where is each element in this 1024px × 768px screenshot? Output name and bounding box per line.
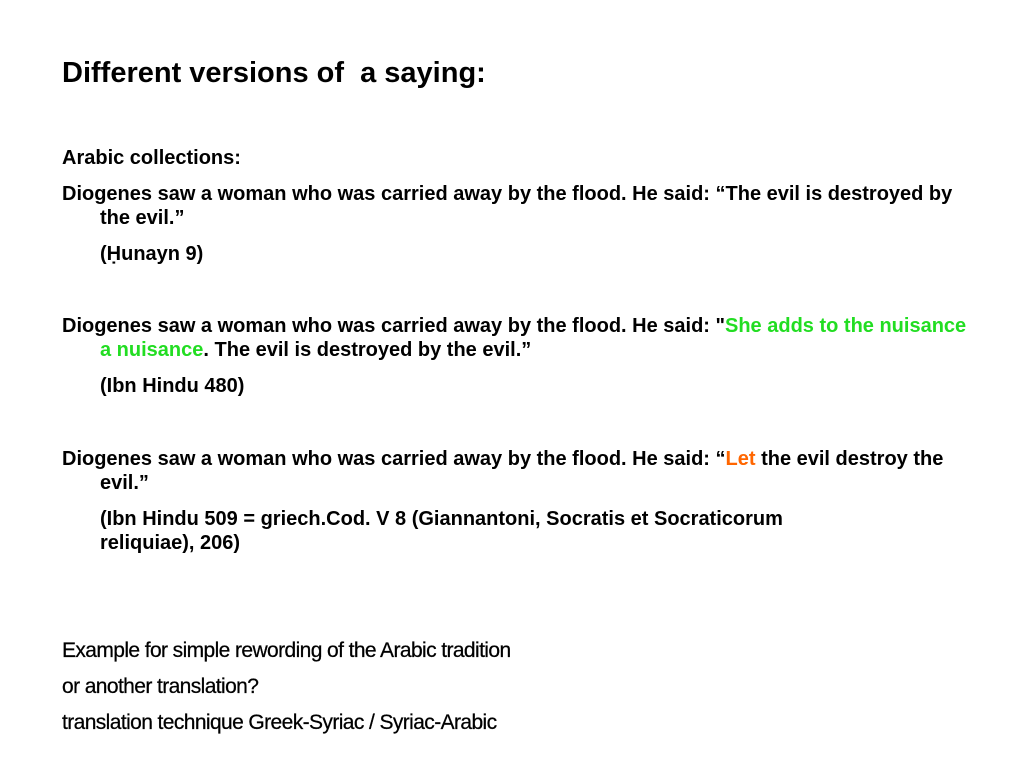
saying-text xyxy=(62,447,972,495)
saying-source: (Ibn Hindu 509 = griech.Cod. V 8 (Giannantoni, Socratis et Socraticorum reliquiae), 206) xyxy=(100,508,783,554)
saying-text-post: . The evil is destroyed by the evil.” xyxy=(203,339,532,361)
saying-highlight-orange: Let xyxy=(725,448,756,470)
saying-entry-2 xyxy=(62,314,972,398)
note-line-3: translation technique Greek-Syriac / Syriac-Arabic xyxy=(62,711,497,734)
note-line-2: or another translation? xyxy=(62,675,259,698)
saying-source: (Ibn Hindu 480) xyxy=(100,375,245,397)
saying-text-pre: Diogenes saw a woman who was carried away by the flood. He said: “The evil is destroyed by the evil.” xyxy=(62,183,953,229)
saying-entry-3 xyxy=(62,447,972,555)
saying-text xyxy=(62,314,972,362)
saying-text-post: the evil destroy the evil.” xyxy=(100,448,944,494)
saying-highlight-green: She adds to the nuisance a nuisance xyxy=(100,315,967,361)
saying-text-pre: Diogenes saw a woman who was carried away by the flood. He said: " xyxy=(62,315,725,337)
saying-source: (Ḥunayn 9) xyxy=(100,243,204,265)
saying-text-pre: Diogenes saw a woman who was carried away by the flood. He said: “ xyxy=(62,448,726,470)
section-heading: Arabic collections: xyxy=(62,147,241,169)
slide-title: Different versions of a saying: xyxy=(62,57,486,89)
saying-text xyxy=(62,182,972,230)
saying-entry-1 xyxy=(62,182,972,266)
arabic-collections-heading-block xyxy=(62,146,972,170)
note-line-1: Example for simple rewording of the Arabic tradition xyxy=(62,639,511,662)
